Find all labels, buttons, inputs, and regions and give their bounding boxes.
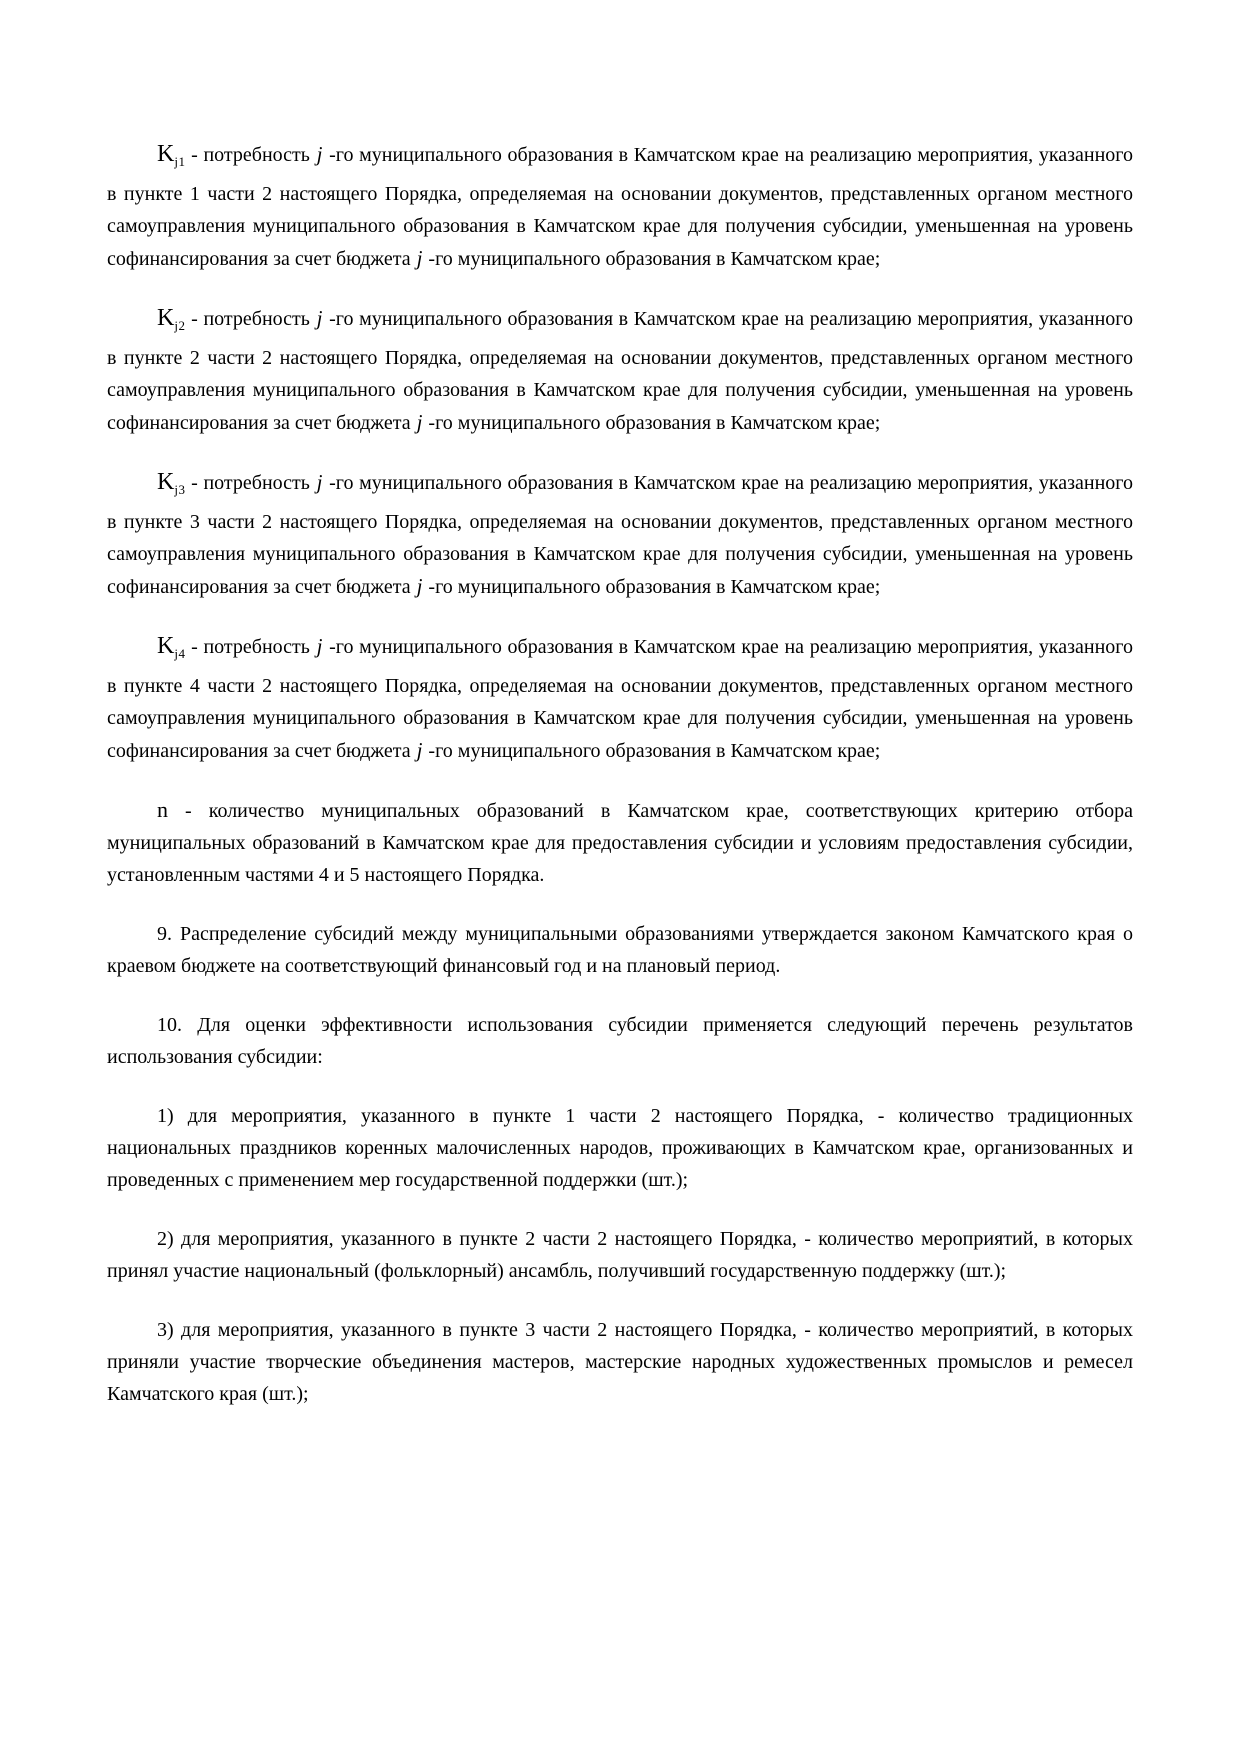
formula-k-letter: K [157, 305, 175, 331]
formula-k-letter: K [157, 141, 175, 167]
paragraph-text: -го муниципального образования в Камчатском крае на реализацию мероприятия, указанного в пункте 4 части 2 настоящего Порядка, определяемая на основании документов, представленных органом местного самоуправления муниципального образования в Камчатском крае для получения субсидии, уменьшенная на уровень софинансирования за счет бюджета [107, 636, 1134, 762]
paragraph-item-10: 10. Для оценки эффективности использования субсидии применяется следующий перечень результатов использования субсидии: [107, 1014, 1133, 1068]
paragraph-text: - потребность [191, 636, 310, 658]
paragraph-item-9: 9. Распределение субсидий между муниципальными образованиями утверждается законом Камчатского края о краевом бюджете на соответствующий финансовый год и на плановый период. [107, 923, 1133, 977]
paragraph-text: - количество муниципальных образований в Камчатском крае, соответствующих критерию отбора муниципальных образований в Камчатском крае для предоставления субсидии и условиям предоставления субсидии, установленным частями 4 и 5 настоящего Порядка. [107, 800, 1134, 886]
formula-kj3-symbol [157, 469, 185, 495]
paragraph-text: -го муниципального образования в Камчатском крае; [428, 248, 881, 270]
formula-j-symbol: j [316, 306, 323, 330]
formula-kj1-symbol [157, 141, 185, 167]
formula-j-symbol: j [316, 634, 323, 658]
formula-k-letter: K [157, 633, 175, 659]
paragraph-kj4 [107, 630, 1133, 767]
formula-n-symbol: n [157, 797, 168, 822]
paragraph-list-item-2: 2) для мероприятия, указанного в пункте 2 части 2 настоящего Порядка, - количество мероприятий, в которых принял участие национальный (фольклорный) ансамбль, получивший государственную поддержку (шт.); [107, 1228, 1133, 1282]
formula-j-symbol: j [416, 738, 423, 762]
paragraph-text: -го муниципального образования в Камчатском крае на реализацию мероприятия, указанного в пункте 1 части 2 настоящего Порядка, определяемая на основании документов, представленных органом местного самоуправления муниципального образования в Камчатском крае для получения субсидии, уменьшенная на уровень софинансирования за счет бюджета [107, 144, 1134, 270]
formula-kj2-symbol [157, 305, 185, 331]
formula-k-subscript: j3 [174, 482, 186, 497]
paragraph-kj1 [107, 138, 1133, 275]
paragraph-text: -го муниципального образования в Камчатском крае; [428, 740, 881, 762]
paragraph-text: - потребность [191, 472, 310, 494]
paragraph-text: -го муниципального образования в Камчатском крае; [428, 412, 881, 434]
paragraph-text: -го муниципального образования в Камчатском крае на реализацию мероприятия, указанного в пункте 2 части 2 настоящего Порядка, определяемая на основании документов, представленных органом местного самоуправления муниципального образования в Камчатском крае для получения субсидии, уменьшенная на уровень софинансирования за счет бюджета [107, 308, 1134, 434]
paragraph-list-item-1: 1) для мероприятия, указанного в пункте 1 части 2 настоящего Порядка, - количество традиционных национальных праздников коренных малочисленных народов, проживающих в Камчатском крае, организованных и проведенных с применением мер государственной поддержки (шт.); [107, 1105, 1133, 1191]
paragraph-text: -го муниципального образования в Камчатском крае; [428, 576, 881, 598]
formula-j-symbol: j [316, 142, 323, 166]
formula-k-letter: K [157, 469, 175, 495]
formula-j-symbol: j [416, 246, 423, 270]
formula-k-subscript: j2 [174, 318, 186, 333]
paragraph-kj3 [107, 466, 1133, 603]
formula-j-symbol: j [416, 574, 423, 598]
paragraph-n [107, 794, 1133, 891]
formula-j-symbol: j [416, 410, 423, 434]
formula-k-subscript: j1 [174, 154, 186, 169]
paragraph-list-item-3: 3) для мероприятия, указанного в пункте 3 части 2 настоящего Порядка, - количество мероприятий, в которых приняли участие творческие объединения мастеров, мастерские народных художественных промыслов и ремесел Камчатского края (шт.); [107, 1319, 1133, 1405]
paragraph-kj2 [107, 302, 1133, 439]
formula-kj4-symbol [157, 633, 185, 659]
formula-j-symbol: j [316, 470, 323, 494]
paragraph-text: - потребность [191, 144, 310, 166]
paragraph-text: - потребность [191, 308, 310, 330]
paragraph-text: -го муниципального образования в Камчатском крае на реализацию мероприятия, указанного в пункте 3 части 2 настоящего Порядка, определяемая на основании документов, представленных органом местного самоуправления муниципального образования в Камчатском крае для получения субсидии, уменьшенная на уровень софинансирования за счет бюджета [107, 472, 1134, 598]
formula-k-subscript: j4 [174, 646, 186, 661]
